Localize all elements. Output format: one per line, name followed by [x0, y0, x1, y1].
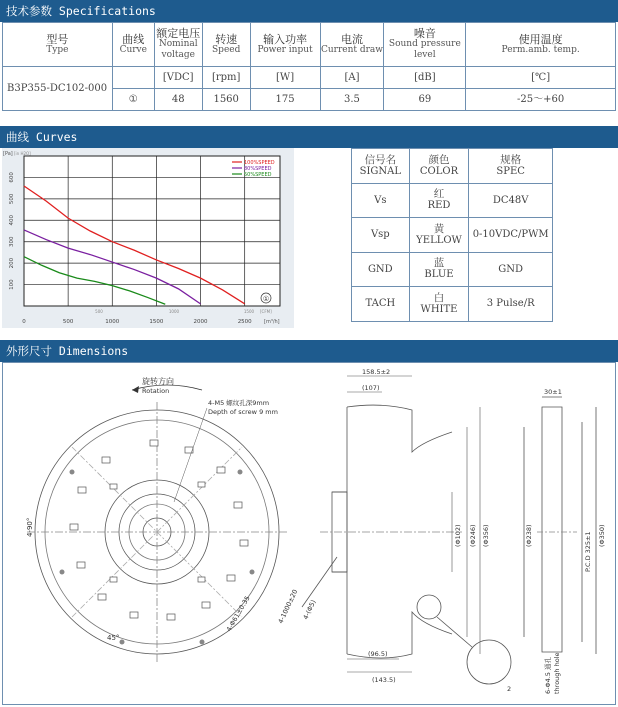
curve-marker-label: ①	[262, 295, 270, 303]
y-tick-label: 500	[9, 193, 15, 205]
width-total-label: 158.5±2	[362, 368, 391, 376]
spec-current-value: 3.5	[320, 89, 384, 111]
legend-label: 100%SPEED	[244, 160, 275, 166]
signal-table	[351, 148, 553, 322]
hole-label-cn: 6-Φ4.5 通孔	[544, 656, 552, 694]
curves-header: 曲线 Curves	[0, 126, 618, 148]
cfm-tick-label: 1500	[243, 309, 255, 314]
signal-name: GND	[352, 252, 410, 287]
rotation-arrowhead	[132, 386, 139, 393]
w96-label: (96.5)	[368, 650, 388, 658]
spec-unit-temp: [℃]	[466, 67, 616, 89]
cfm-tick-label: 500	[95, 309, 103, 314]
x-axis-label: [m³/h]	[264, 319, 280, 325]
x-tick-label: 0	[22, 319, 26, 325]
signal-header-color: 颜色 COLOR	[409, 149, 469, 184]
spec-curve-value: ①	[112, 89, 154, 111]
y-tick-label: 300	[9, 236, 15, 247]
spec-unit-voltage: [VDC]	[154, 67, 202, 89]
angle-label-45: 45°	[107, 634, 120, 642]
x-tick-label: 2000	[193, 319, 208, 325]
signal-color: 黄 YELLOW	[409, 218, 469, 253]
bolt-circle-label: 4-Φ61±0.35	[224, 594, 252, 633]
y-axis-label-secondary: [in H2O]	[14, 151, 31, 156]
spec-unit-current: [A]	[320, 67, 384, 89]
spec-unit-noise: [dB]	[384, 67, 466, 89]
signal-name: Vs	[352, 183, 410, 218]
spec-unit-speed: [rpm]	[202, 67, 250, 89]
y-axis-label: [Pa]	[3, 151, 13, 157]
spec-temp-value: -25～+60	[466, 89, 616, 111]
y-tick-label: 100	[9, 279, 15, 290]
spec-power-value: 175	[250, 89, 320, 111]
x-tick-label: 1500	[149, 319, 164, 325]
side-view-dimensions	[347, 376, 480, 672]
spec-table	[2, 22, 616, 111]
signal-row-gnd	[352, 252, 553, 287]
cable-length-label: 4-1000±20	[276, 588, 300, 625]
signal-header-spec: 规格 SPEC	[469, 149, 553, 184]
signal-row-tach	[352, 287, 553, 322]
spec-type-value: B3P355-DC102-000	[3, 67, 113, 111]
d102-label: (Φ102)	[454, 524, 462, 547]
signal-spec: DC48V	[469, 183, 553, 218]
dimensions-header: 外形尺寸 Dimensions	[0, 340, 618, 362]
cfm-tick-label: 1000	[168, 309, 180, 314]
w30-label: 30±1	[544, 388, 562, 396]
detail-label: 2	[507, 685, 512, 693]
spec-header-speed: 转速 Speed	[202, 23, 250, 67]
cable-dia-label: 4-(Φ5)	[301, 598, 318, 621]
signal-spec: GND	[469, 252, 553, 287]
d238-label: (Φ238)	[525, 524, 533, 547]
x-tick-label: 500	[62, 319, 74, 325]
x-axis-label-secondary: [CFM]	[260, 309, 272, 314]
w143-label: (143.5)	[372, 676, 396, 684]
angle-label-90: 4-90°	[26, 517, 34, 537]
signal-row-vs	[352, 183, 553, 218]
x-tick-label: 2500	[237, 319, 252, 325]
d350-label: (Φ350)	[598, 524, 606, 547]
ring-view	[524, 397, 596, 654]
legend-label: 50%SPEED	[244, 172, 272, 178]
y-tick-label: 400	[9, 215, 15, 226]
pcd-label: P.C.D 325±1	[584, 531, 592, 572]
specifications-header: 技术参数 Specifications	[0, 0, 618, 22]
signal-name: TACH	[352, 287, 410, 322]
d356-label: (Φ356)	[482, 524, 490, 547]
d246-label: (Φ246)	[469, 524, 477, 547]
spec-header-row	[3, 23, 616, 67]
screw-label-cn: 4-M5 螺纹孔深9mm	[208, 399, 270, 407]
spec-header-curve: 曲线 Curve	[112, 23, 154, 67]
spec-voltage-value: 48	[154, 89, 202, 111]
legend-label: 80%SPEED	[244, 166, 272, 172]
signal-name: Vsp	[352, 218, 410, 253]
signal-color: 红 RED	[409, 183, 469, 218]
signal-header-signal: 信号名 SIGNAL	[352, 149, 410, 184]
screw-label-en: Depth of screw 9 mm	[208, 408, 278, 416]
x-tick-label: 1000	[105, 319, 120, 325]
signal-row-vsp	[352, 218, 553, 253]
spec-header-current: 电流 Current draw	[320, 23, 384, 67]
signal-spec: 0-10VDC/PWM	[469, 218, 553, 253]
spec-header-power: 输入功率 Power input	[250, 23, 320, 67]
spec-header-type: 型号 Type	[3, 23, 113, 67]
hole-label-en: through hole	[553, 652, 561, 694]
spec-unit-power: [W]	[250, 67, 320, 89]
signal-color: 蓝 BLUE	[409, 252, 469, 287]
y-tick-label: 600	[9, 172, 16, 183]
rotation-label-en: Rotation	[142, 387, 170, 395]
chart-grid	[24, 156, 280, 306]
spec-noise-value: 69	[384, 89, 466, 111]
plot-area	[24, 156, 280, 306]
spec-header-voltage: 额定电压 Nominal voltage	[154, 23, 202, 67]
spec-header-temp: 使用温度 Perm.amb. temp.	[466, 23, 616, 67]
spec-units-row	[3, 67, 616, 89]
performance-chart	[2, 148, 294, 328]
spec-speed-value: 1560	[202, 89, 250, 111]
spec-header-noise: 噪音 Sound pressure level	[384, 23, 466, 67]
signal-header-row	[352, 149, 553, 184]
rotation-label-cn: 旋转方向	[142, 377, 174, 386]
dimension-drawing	[2, 362, 616, 705]
spec-units-curve	[112, 67, 154, 89]
signal-spec: 3 Pulse/R	[469, 287, 553, 322]
width-107-label: (107)	[362, 384, 380, 392]
y-tick-label: 200	[9, 257, 15, 269]
signal-color: 白 WHITE	[409, 287, 469, 322]
